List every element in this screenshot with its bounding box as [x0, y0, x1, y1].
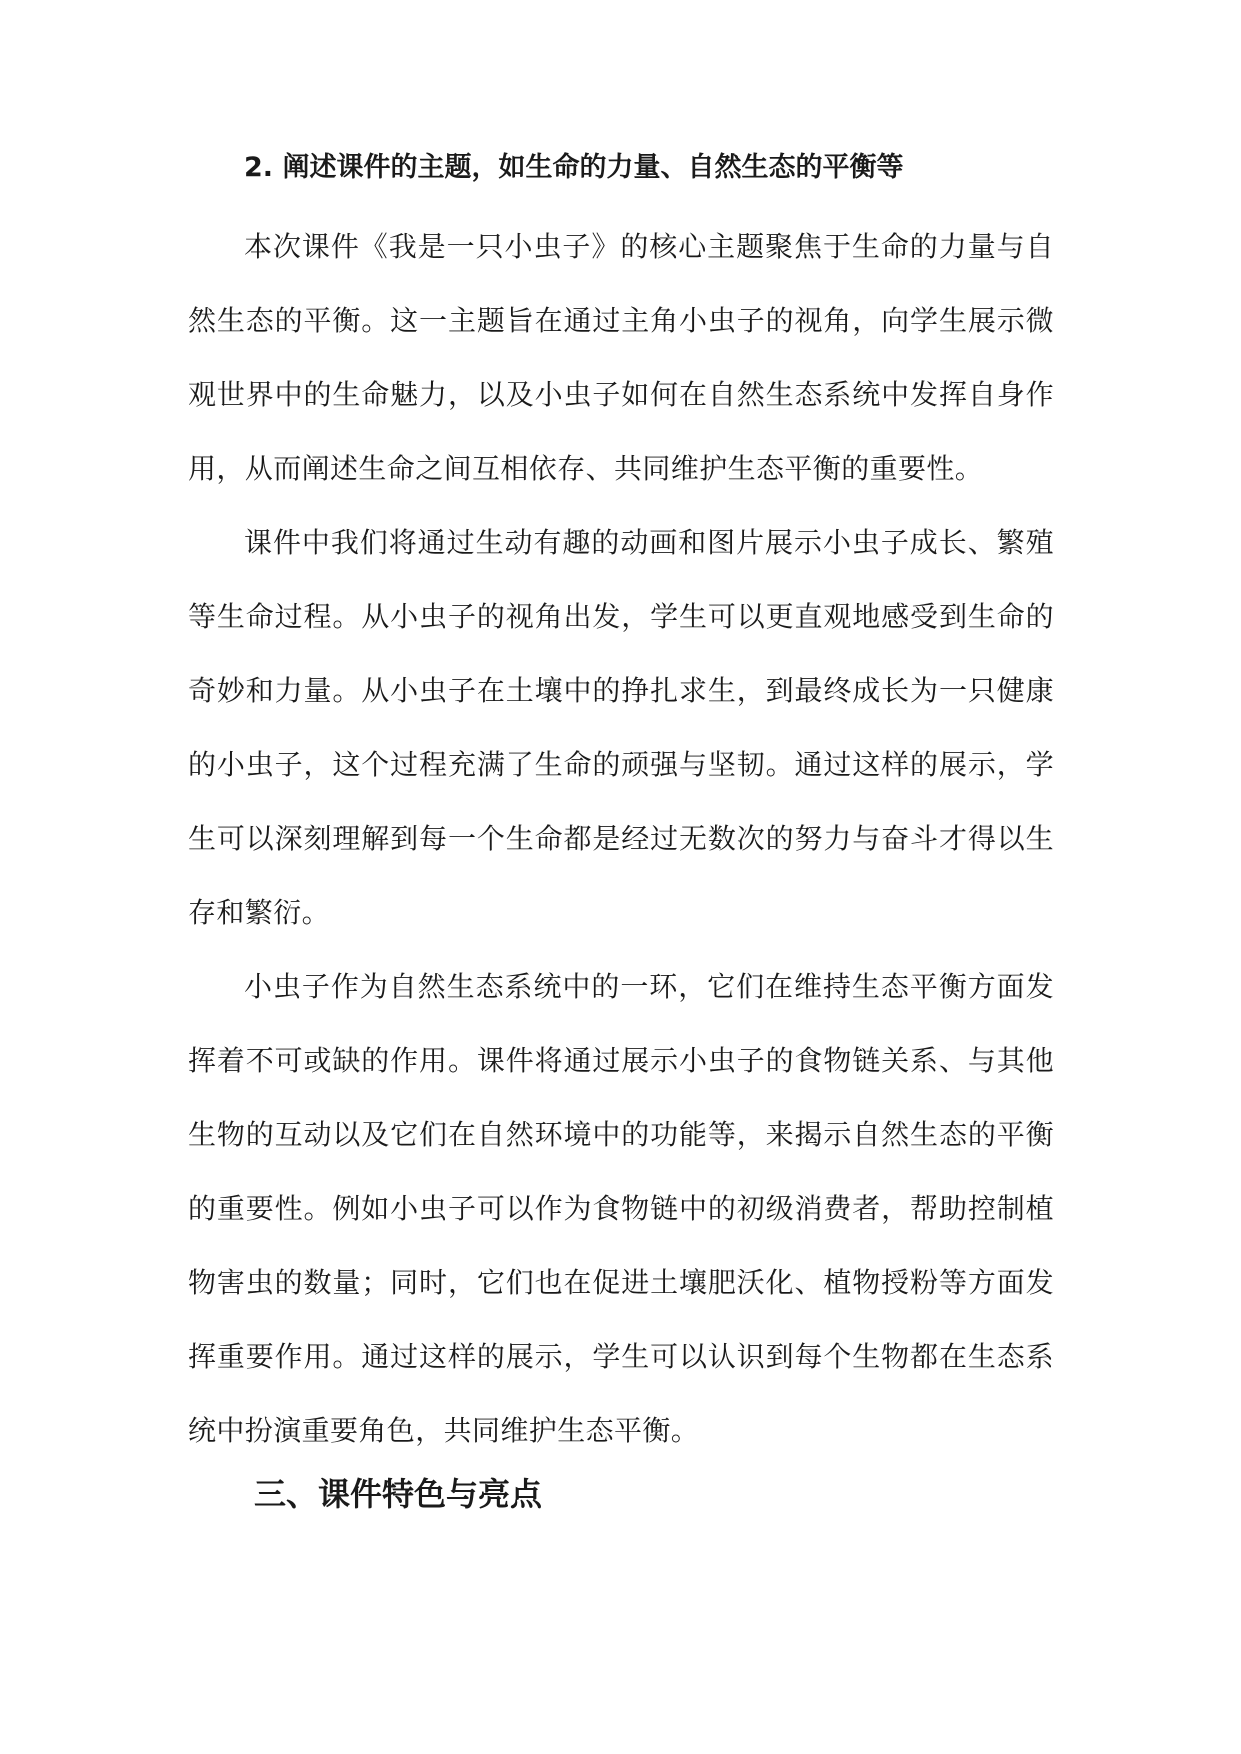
paragraph-theme-intro: 本次课件《我是一只小虫子》的核心主题聚焦于生命的力量与自然生态的平衡。这一主题旨在通过主角小虫子的视角，向学生展示微观世界中的生命魅力，以及小虫子如何在自然生态系统中发挥自身作用，从而阐述生命之间互相依存、共同维护生态平衡的重要性。: [188, 230, 1054, 485]
section-heading: 三、课件特色与亮点: [254, 1475, 543, 1513]
paragraph-life-power: 课件中我们将通过生动有趣的动画和图片展示小虫子成长、繁殖等生命过程。从小虫子的视角出发，学生可以更直观地感受到生命的奇妙和力量。从小虫子在土壤中的挣扎求生，到最终成长为一只健康的小虫子，这个过程充满了生命的顽强与坚韧。通过这样的展示，学生可以深刻理解到每一个生命都是经过无数次的努力与奋斗才得以生存和繁衍。: [188, 526, 1054, 929]
subsection-heading: 2. 阐述课件的主题，如生命的力量、自然生态的平衡等: [244, 152, 904, 183]
paragraph-ecological-balance: 小虫子作为自然生态系统中的一环，它们在维持生态平衡方面发挥着不可或缺的作用。课件将通过展示小虫子的食物链关系、与其他生物的互动以及它们在自然环境中的功能等，来揭示自然生态的平衡的重要性。例如小虫子可以作为食物链中的初级消费者，帮助控制植物害虫的数量；同时，它们也在促进土壤肥沃化、植物授粉等方面发挥重要作用。通过这样的展示，学生可以认识到每个生物都在生态系统中扮演重要角色，共同维护生态平衡。: [188, 970, 1054, 1447]
